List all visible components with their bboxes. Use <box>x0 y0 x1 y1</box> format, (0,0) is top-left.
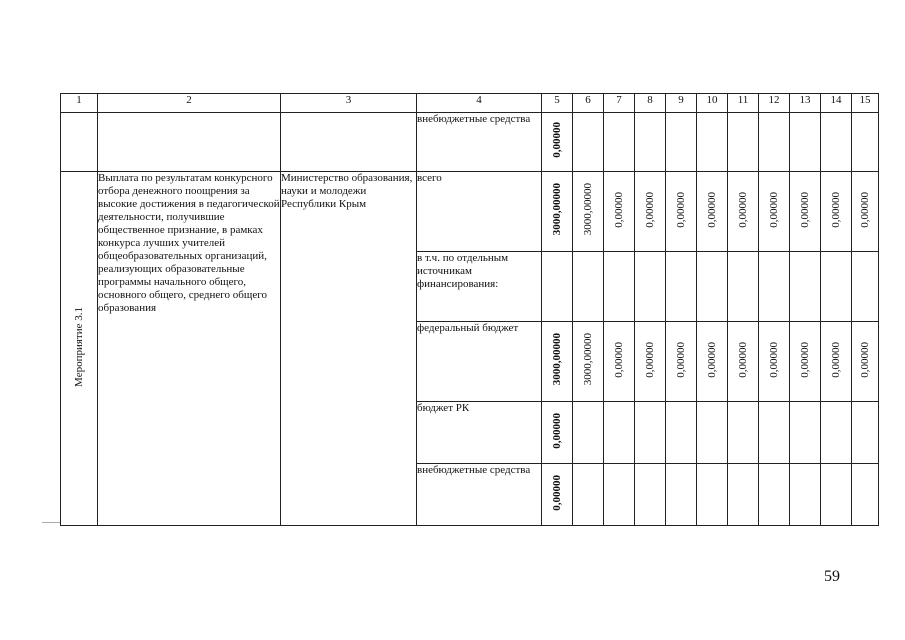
amount-cell: 0,00000 <box>674 341 687 378</box>
amount-cell: 0,00000 <box>736 341 749 378</box>
column-number: 15 <box>852 94 879 113</box>
budget-table <box>60 93 879 526</box>
amount-cell: 0,00000 <box>705 191 718 228</box>
column-number: 3 <box>281 94 417 113</box>
amount-cell: 0,00000 <box>829 191 842 228</box>
event-executor: Министерство образования, науки и молодежи Республики Крым <box>281 172 417 526</box>
amount-cell: 0,00000 <box>798 341 811 378</box>
column-number: 8 <box>635 94 666 113</box>
column-number: 14 <box>821 94 852 113</box>
amount-cell: 0,00000 <box>550 412 563 449</box>
table-row <box>61 113 879 172</box>
table-row <box>61 172 879 252</box>
column-number: 13 <box>790 94 821 113</box>
column-number: 4 <box>417 94 542 113</box>
amount-cell: 3000,00000 <box>581 333 594 386</box>
funding-source: бюджет РК <box>417 402 542 464</box>
amount-cell: 0,00000 <box>767 191 780 228</box>
column-number: 7 <box>604 94 635 113</box>
funding-source: в т.ч. по отдельным источникам финансирования: <box>417 252 542 322</box>
amount-cell: 3000,00000 <box>581 183 594 236</box>
amount-cell: 0,00000 <box>550 474 563 511</box>
column-number: 11 <box>728 94 759 113</box>
column-number: 2 <box>98 94 281 113</box>
column-number: 5 <box>542 94 573 113</box>
amount-cell: 0,00000 <box>767 341 780 378</box>
amount-cell: 0,00000 <box>829 341 842 378</box>
amount-cell: 3000,00000 <box>550 183 563 236</box>
column-number: 1 <box>61 94 98 113</box>
amount-cell: 0,00000 <box>674 191 687 228</box>
amount-cell: 0,00000 <box>612 341 625 378</box>
funding-source: внебюджетные средства <box>417 464 542 526</box>
amount-cell: 0,00000 <box>798 191 811 228</box>
amount-cell: 0,00000 <box>612 191 625 228</box>
amount-cell: 0,00000 <box>705 341 718 378</box>
amount-cell: 0,00000 <box>550 122 563 158</box>
amount-cell: 0,00000 <box>858 341 871 378</box>
event-label: Мероприятие 3.1 <box>72 306 85 387</box>
amount-cell: 0,00000 <box>736 191 749 228</box>
funding-source: федеральный бюджет <box>417 322 542 402</box>
event-label-cell <box>61 172 98 526</box>
column-number: 6 <box>573 94 604 113</box>
column-number: 10 <box>697 94 728 113</box>
funding-source: всего <box>417 172 542 252</box>
scan-artifact-line <box>42 522 60 523</box>
amount-cell: 0,00000 <box>643 341 656 378</box>
amount-cell: 0,00000 <box>858 191 871 228</box>
amount-cell: 0,00000 <box>643 191 656 228</box>
column-number: 12 <box>759 94 790 113</box>
event-description: Выплата по результатам конкурсного отбора денежного поощрения за высокие достижения в педагогической деятельности, получившие общественное признание, в рамках конкурса лучших учителей общеобразовательных организаций, реализующих образовательные программы начального общего, основного общего, среднего общего образования <box>98 172 281 526</box>
amount-cell: 3000,00000 <box>550 333 563 386</box>
column-number: 9 <box>666 94 697 113</box>
table-header-row <box>61 94 879 113</box>
funding-source: внебюджетные средства <box>417 113 542 172</box>
page-number: 59 <box>824 568 840 585</box>
